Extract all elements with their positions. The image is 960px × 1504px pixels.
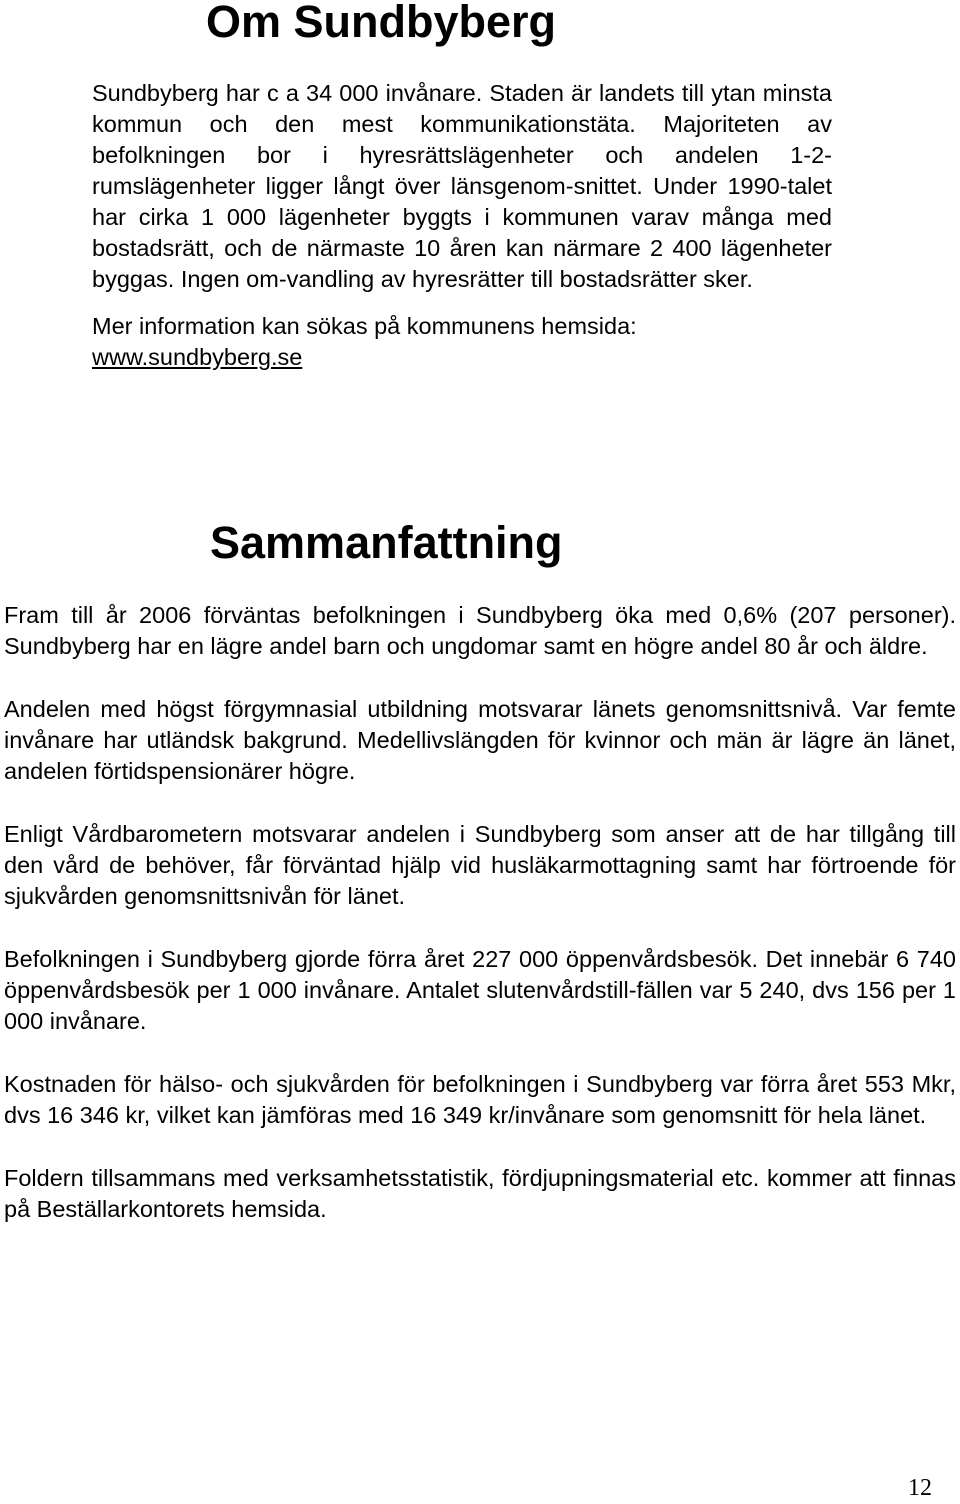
- page-number: 12: [908, 1475, 932, 1501]
- intro-paragraph: Sundbyberg har c a 34 000 invånare. Staden är landets till ytan minsta kommun och den mest kommunikationstäta. Majoriteten av befolkningen bor i hyresrättslägenheter och andelen 1-2-rumslägenheter ligger långt över länsgenom-snittet. Under 1990-talet har cirka 1 000 lägenheter byggts i kommunen varav många med bostadsrätt, och de närmaste 10 åren kan närmare 2 400 lägenheter byggas. Ingen om-vandling av hyresrätter till bostadsrätter sker.: [92, 80, 832, 292]
- summary-paragraph-costs: Kostnaden för hälso- och sjukvården för befolkningen i Sundbyberg var förra året 553 Mkr, dvs 16 346 kr, vilket kan jämföras med 16 349 kr/invånare som genomsnitt för hela länet.: [4, 1071, 956, 1128]
- more-info-paragraph: [92, 311, 832, 373]
- summary-paragraph-visits: Befolkningen i Sundbyberg gjorde förra året 227 000 öppenvårdsbesök. Det innebär 6 740 öppenvårdsbesök per 1 000 invånare. Antalet slutenvårdstill-fällen var 5 240, dvs 156 per 1 000 invånare.: [4, 946, 956, 1034]
- summary-paragraph-folder: Foldern tillsammans med verksamhetsstatistik, fördjupningsmaterial etc. kommer att finnas på Beställarkontorets hemsida.: [4, 1165, 956, 1222]
- summary-section: [4, 600, 956, 1257]
- summary-paragraph-vardbarometern: Enligt Vårdbarometern motsvarar andelen i Sundbyberg som anser att de har tillgång till den vård de behöver, får förväntad hjälp vid husläkarmottagning samt har förtroende för sjukvården genomsnittsnivån för länet.: [4, 821, 956, 909]
- section-title-om-sundbyberg: Om Sundbyberg: [206, 0, 557, 47]
- section-title-sammanfattning: Sammanfattning: [210, 517, 563, 568]
- summary-paragraph-education: Andelen med högst förgymnasial utbildning motsvarar länets genomsnittsnivå. Var femte invånare har utländsk bakgrund. Medellivslängden för kvinnor och män är lägre än länet, andelen förtidspensionärer högre.: [4, 696, 956, 784]
- summary-paragraph-population: Fram till år 2006 förväntas befolkningen i Sundbyberg öka med 0,6% (207 personer). Sundbyberg har en lägre andel barn och ungdomar samt en högre andel 80 år och äldre.: [4, 602, 956, 659]
- intro-section: [92, 78, 832, 373]
- website-link[interactable]: www.sundbyberg.se: [92, 344, 303, 370]
- more-info-text: Mer information kan sökas på kommunens hemsida:: [92, 313, 637, 339]
